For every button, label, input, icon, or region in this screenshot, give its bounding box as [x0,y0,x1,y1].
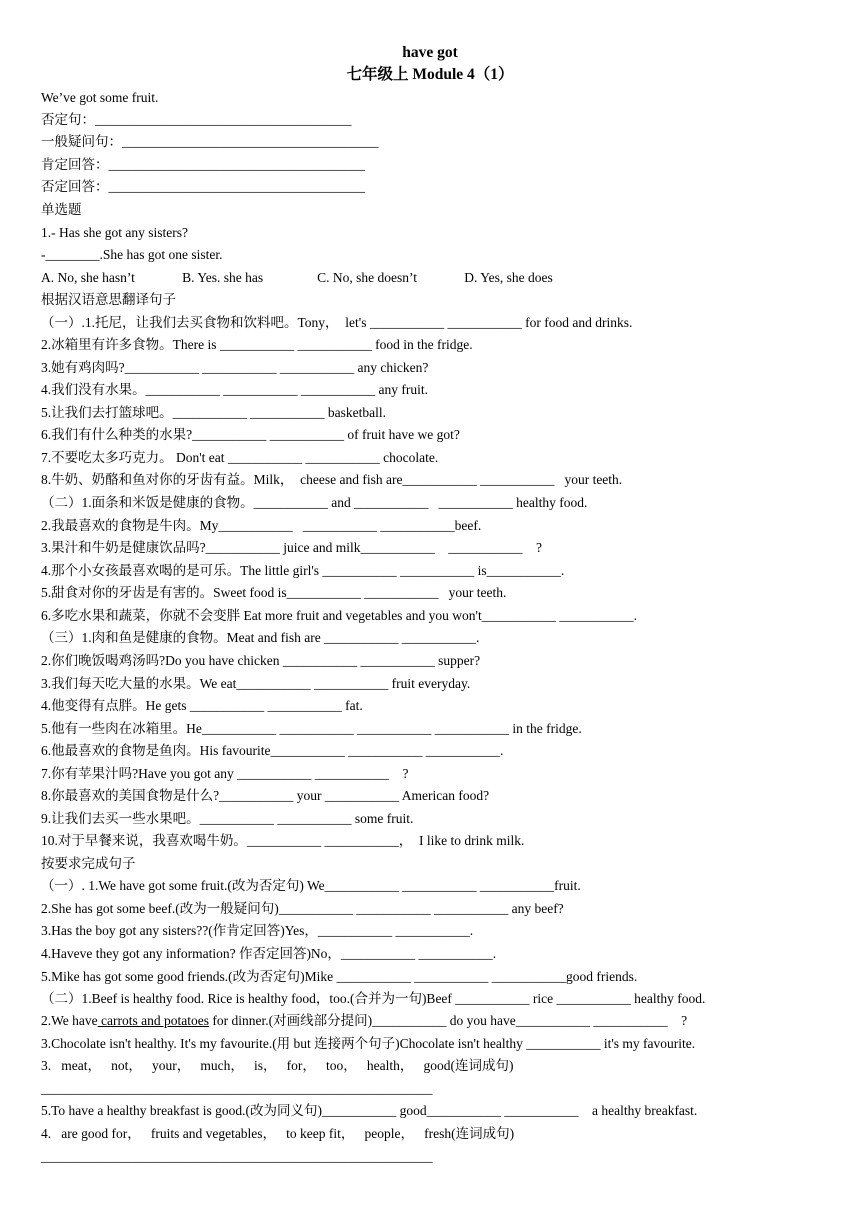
text-line: 7.你有苹果汁吗?Have you got any ___________ ___________ ? [41,766,409,781]
text-line: （三）1.肉和鱼是健康的食物。Meat and fish are ___________ ___________. [41,630,480,645]
text-line: 6.多吃水果和蔬菜，你就不会变胖 Eat more fruit and vegetables and you won't___________ ___________. [41,608,637,623]
text-line: 10.对于早餐来说，我喜欢喝牛奶。___________ ___________， I like to drink milk. [41,833,525,848]
text-line: 8.你最喜欢的美国食物是什么?___________ your ___________ American food? [41,788,490,803]
text-line: （二）1.面条和米饭是健康的食物。___________ and ___________ ___________ healthy food. [41,495,588,510]
text-line: 2.我最喜欢的食物是牛肉。My___________ ___________ ___________beef. [41,518,482,533]
text-line: 2.We have carrots and potatoes for dinner.(对画线部分提问)___________ do you have___________ ___________ ? [41,1013,688,1028]
text-line: 5.他有一些肉在冰箱里。He___________ ___________ ___________ ___________ in the fridge. [41,721,582,736]
text-line: 5.甜食对你的牙齿是有害的。Sweet food is___________ ___________ your teeth. [41,585,507,600]
text-line: （一）.1.托尼，让我们去买食物和饮料吧。Tony， let's ___________ ___________ for food and drinks. [41,315,633,330]
worksheet-subtitle: 七年级上 Module 4（1） [346,66,514,83]
text-line: 2.She has got some beef.(改为一般疑问句)___________ ___________ ___________ any beef? [41,901,564,916]
underlined-phrase: carrots and potatoes [97,1013,209,1028]
text-line: 5.To have a healthy breakfast is good.(改为同义句)___________ good___________ ___________ a healthy breakfast. [41,1103,698,1118]
text-line: 否定回答：______________________________________ [41,179,365,194]
text-line: 单选题 [41,202,82,217]
text-line: 6.我们有什么种类的水果?___________ ___________ of fruit have we got? [41,427,460,442]
worksheet-title: have got [402,44,458,61]
text-line: 4.我们没有水果。___________ ___________ ___________ any fruit. [41,382,428,397]
text-line: 肯定回答：______________________________________ [41,157,365,172]
text-line: 4.他变得有点胖。He gets ___________ ___________ fat. [41,698,363,713]
text-line: 3.我们每天吃大量的水果。We eat___________ ___________ fruit everyday. [41,676,471,691]
text-line: 2.冰箱里有许多食物。There is ___________ ___________ food in the fridge. [41,337,473,352]
text-line: -________.She has got one sister. [41,247,223,262]
text-line: 3.果汁和牛奶是健康饮品吗?___________ juice and milk___________ ___________ ? [41,540,542,555]
text-line: 按要求完成句子 [41,856,136,871]
text-line: A. No, she hasn’t B. Yes. she has C. No, she doesn’t D. Yes, she does [41,270,553,285]
text-line: 3.她有鸡肉吗?___________ ___________ ___________ any chicken? [41,360,429,375]
text-line: 否定句：______________________________________ [41,112,352,127]
text-line: 根据汉语意思翻译句子 [41,292,176,307]
text-line: 3.Has the boy got any sisters??(作肯定回答)Yes，___________ ___________. [41,923,474,938]
text-line: 3.Chocolate isn't healthy. It's my favourite.(用 but 连接两个句子)Chocolate isn't healthy ___________ it's my favourite. [41,1036,696,1051]
text-line: 4.Haveve they got any information? 作否定回答)No，___________ ___________. [41,946,497,961]
text-line: 3. meat， not， your， much， is， for， too， health， good(连词成句) [41,1058,514,1073]
text-line: 2.你们晚饭喝鸡汤吗?Do you have chicken ___________ ___________ supper? [41,653,481,668]
text-line: 5.让我们去打篮球吧。___________ ___________ basketball. [41,405,386,420]
text-line: __________________________________________________________ [41,1149,433,1164]
text-line: （一）. 1.We have got some fruit.(改为否定句) We___________ ___________ ___________fruit. [41,878,581,893]
text-line: We’ve got some fruit. [41,90,159,105]
text-line: 1.- Has she got any sisters? [41,225,188,240]
text-line: __________________________________________________________ [41,1081,433,1096]
text-line: 6.他最喜欢的食物是鱼肉。His favourite___________ ___________ ___________. [41,743,504,758]
text-line: 7.不要吃太多巧克力。 Don't eat ___________ ___________ chocolate. [41,450,439,465]
text-line: 9.让我们去买一些水果吧。___________ ___________ some fruit. [41,811,414,826]
text-line: 4. are good for， fruits and vegetables， to keep fit， people， fresh(连词成句) [41,1126,515,1141]
text-line: 5.Mike has got some good friends.(改为否定句)Mike ___________ ___________ ___________good friends. [41,969,638,984]
text-line: 一般疑问句：______________________________________ [41,134,379,149]
text-line: 8.牛奶、奶酪和鱼对你的牙齿有益。Milk， cheese and fish are___________ ___________ your teeth. [41,472,623,487]
text-line: （二）1.Beef is healthy food. Rice is healthy food，too.(合并为一句)Beef ___________ rice ___________ healthy food. [41,991,706,1006]
text-line: 4.那个小女孩最喜欢喝的是可乐。The little girl's ___________ ___________ is___________. [41,563,565,578]
